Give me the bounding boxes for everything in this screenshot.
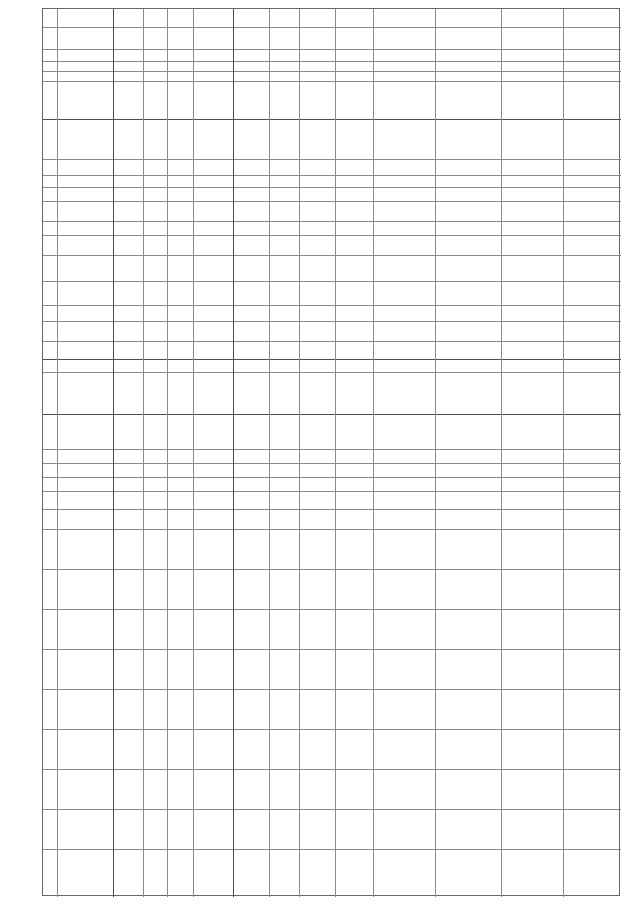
table-rule-row xyxy=(43,509,621,510)
table-rule-row xyxy=(43,321,621,322)
table-rule-row xyxy=(43,477,621,478)
table-rule-row xyxy=(43,201,621,202)
table-rule-row xyxy=(43,529,621,530)
table-rule-row xyxy=(43,414,621,415)
table-rule-row xyxy=(43,81,621,82)
table-rule-column xyxy=(373,9,374,897)
table-rule-row xyxy=(43,609,621,610)
table-rule-row xyxy=(43,341,621,342)
table-rule-row xyxy=(43,49,621,50)
table-rule-row xyxy=(43,175,621,176)
table-rule-column xyxy=(563,9,564,897)
table-rule-row xyxy=(43,255,621,256)
table-rule-column xyxy=(167,9,168,897)
table-rule-row xyxy=(43,649,621,650)
table-rule-column xyxy=(435,9,436,897)
table-rule-column xyxy=(335,9,336,897)
table-rule-row xyxy=(43,689,621,690)
table-rule-column xyxy=(143,9,144,897)
table-rule-column xyxy=(57,9,58,897)
table-rule-column xyxy=(299,9,300,897)
table-rule-row xyxy=(43,372,621,373)
table-rule-column xyxy=(233,9,234,897)
table-rule-row xyxy=(43,27,621,28)
table-rule-row xyxy=(43,463,621,464)
table-rule-row xyxy=(43,849,621,850)
table-rule-row xyxy=(43,305,621,306)
table-rule-row xyxy=(43,281,621,282)
table-rule-column xyxy=(113,9,114,897)
table-rule-row xyxy=(43,119,621,120)
table-rule-row xyxy=(43,769,621,770)
table-rule-row xyxy=(43,729,621,730)
table-rule-column xyxy=(269,9,270,897)
table-rule-row xyxy=(43,569,621,570)
table-rule-row xyxy=(43,235,621,236)
program-measures-table xyxy=(42,8,620,896)
table-rule-row xyxy=(43,491,621,492)
table-rule-row xyxy=(43,187,621,188)
table-rule-row xyxy=(43,809,621,810)
table-rule-row xyxy=(43,61,621,62)
table-rule-row xyxy=(43,221,621,222)
table-rule-column xyxy=(501,9,502,897)
table-rule-row xyxy=(43,159,621,160)
table-rule-row xyxy=(43,449,621,450)
table-rule-row xyxy=(43,71,621,72)
table-rule-row xyxy=(43,359,621,360)
table-rule-column xyxy=(193,9,194,897)
